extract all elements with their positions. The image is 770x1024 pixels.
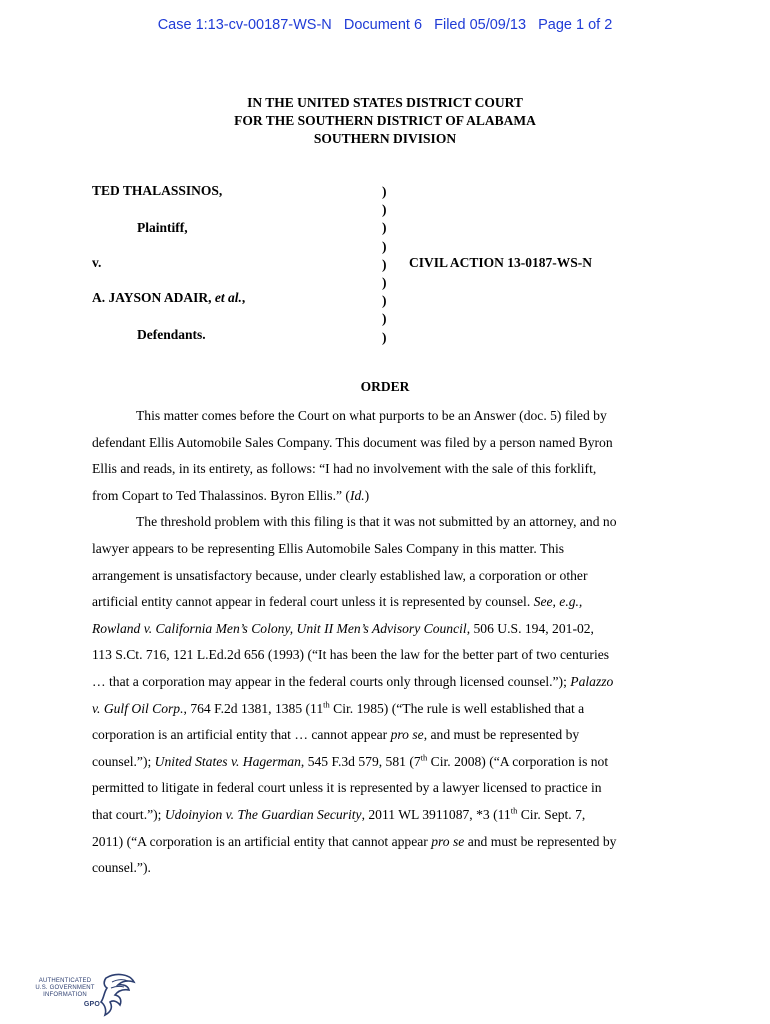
caption-parentheses (382, 183, 387, 347)
ordinal-suffix: th (323, 699, 330, 709)
text-line: counsel.”). (92, 860, 151, 876)
defendant-name-text: A. JAYSON ADAIR, (92, 290, 212, 305)
text-run: Cir. 1985) (“The rule is well established that a (329, 700, 585, 716)
text-run: , 764 F.2d 1381, 1385 (11 (183, 700, 324, 716)
defendant-role: Defendants. (137, 327, 206, 342)
case-name: Rowland v. California Men’s Colony, Unit II Men’s Advisory Council (92, 620, 467, 636)
text-line (92, 696, 676, 723)
filing-header: Case 1:13-cv-00187-WS-N Document 6 Filed 05/09/13 Page 1 of 2 (157, 17, 613, 33)
text-run: that court.”); (92, 806, 165, 822)
citation-signal: See, e.g., (533, 594, 583, 610)
defendant-comma: , (241, 290, 246, 305)
paren: ) (382, 274, 387, 290)
order-body (92, 403, 676, 882)
paragraph-1 (92, 403, 676, 509)
case-name: United States v. Hagerman (154, 753, 301, 769)
text-run: … that a corporation may appear in the federal courts only through licensed counsel.”); (92, 673, 571, 689)
paren: ) (382, 293, 387, 309)
paren: ) (382, 184, 387, 199)
court-caption (0, 94, 770, 148)
text-line (92, 829, 676, 856)
plaintiff-name: TED THALASSINOS, (92, 183, 223, 198)
order-title: ORDER (360, 379, 410, 394)
court-line-3: SOUTHERN DIVISION (313, 131, 457, 146)
paren: ) (382, 220, 387, 236)
paren: ) (382, 238, 387, 254)
text-line (92, 483, 676, 510)
paren: ) (382, 202, 387, 218)
text-run: , and must be represented by (423, 727, 580, 743)
text-line: Ellis and reads, in its entirety, as follows: “I had no involvement with the sale of this forklift, (92, 461, 597, 477)
text-line (92, 802, 676, 829)
text-line (92, 669, 676, 696)
text-run: , 545 F.3d 579, 581 (7 (300, 753, 421, 769)
gpo-line-3: INFORMATION (43, 992, 87, 998)
text-line (92, 589, 676, 616)
text-run: artificial entity cannot appear in federal court unless it is represented by counsel. (92, 594, 534, 610)
gpo-authenticated-seal (30, 972, 135, 1018)
gpo-line-2: U.S. GOVERNMENT (35, 985, 95, 991)
plaintiff-role: Plaintiff, (137, 220, 188, 235)
civil-action-number: CIVIL ACTION 13-0187-WS-N (409, 255, 593, 270)
defendant-name (92, 290, 245, 306)
case-name: Palazzo (570, 673, 614, 689)
gpo-line-4: GPO (83, 1001, 100, 1008)
text-line: defendant Ellis Automobile Sales Company. This document was filed by a person named Byron (92, 434, 613, 450)
ordinal-suffix: th (420, 752, 428, 763)
text-line: lawyer appears to be representing Ellis Automobile Sales Company in this matter. This (92, 540, 565, 556)
text-line: arrangement is unsatisfactory because, under clearly established law, a corporation or other (92, 567, 588, 583)
text-run: 2011) (“A corporation is an artificial entity that cannot appear (92, 833, 432, 849)
text-line: The threshold problem with this filing is that it was not submitted by an attorney, and no (136, 514, 617, 530)
defendant-etal: et al. (214, 290, 242, 305)
paren: ) (382, 256, 387, 272)
court-line-2: FOR THE SOUTHERN DISTRICT OF ALABAMA (234, 113, 536, 128)
text-run: Cir. 2008) (“A corporation is not (427, 753, 609, 769)
text-run: from Copart to Ted Thalassinos. Byron Ellis.” ( (92, 487, 350, 503)
court-line-1: IN THE UNITED STATES DISTRICT COURT (247, 95, 523, 110)
text-run: ) (364, 487, 370, 503)
latin-term: pro se (431, 833, 465, 849)
gpo-line-1: AUTHENTICATED (38, 978, 92, 984)
versus: v. (92, 255, 102, 270)
text-run: , 506 U.S. 194, 201-02, (466, 620, 594, 636)
text-line (92, 722, 676, 749)
ordinal-suffix: th (510, 805, 518, 816)
text-run: Cir. Sept. 7, (517, 806, 586, 822)
case-name: Udoinyion v. The Guardian Security (164, 806, 362, 822)
text-line: This matter comes before the Court on what purports to be an Answer (doc. 5) filed by (136, 408, 607, 423)
paren: ) (382, 329, 387, 345)
eagle-icon (98, 972, 138, 1018)
latin-term: pro se (390, 727, 424, 743)
citation-id: Id. (349, 487, 365, 503)
text-run: corporation is an artificial entity that … cannot appear (92, 727, 391, 743)
text-line: permitted to litigate in federal court unless it is represented by a lawyer licensed to practice in (92, 780, 602, 796)
text-run: and must be represented by (464, 833, 617, 849)
text-run: counsel.”); (92, 753, 155, 769)
case-name: v. Gulf Oil Corp. (92, 700, 184, 716)
paren: ) (382, 311, 387, 327)
paragraph-2 (92, 509, 676, 881)
text-line: 113 S.Ct. 716, 121 L.Ed.2d 656 (1993) (“It has been the law for the better part of two centuries (92, 647, 610, 663)
text-run: , 2011 WL 3911087, *3 (11 (361, 806, 511, 822)
text-line (92, 749, 676, 776)
text-line (92, 616, 676, 643)
